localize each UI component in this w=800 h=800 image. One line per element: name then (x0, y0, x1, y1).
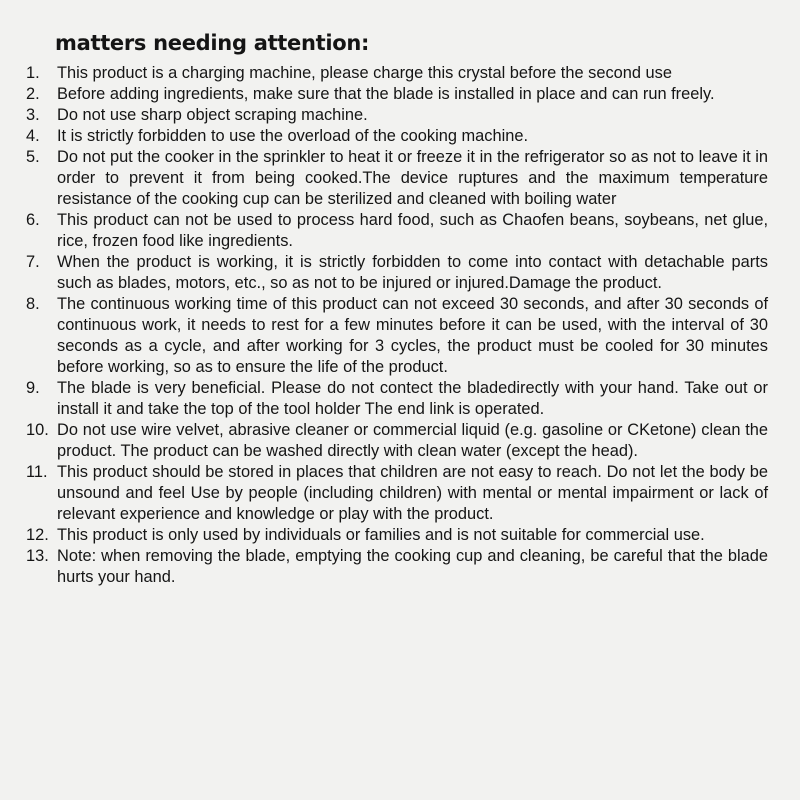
list-item (26, 84, 768, 105)
list-item (26, 420, 768, 462)
list-item (26, 294, 768, 378)
item-text: Note: when removing the blade, emptying the cooking cup and cleaning, be careful that the blade hurts your hand. (57, 547, 768, 586)
item-number: 8. (26, 295, 40, 313)
item-text: This product should be stored in places that children are not easy to reach. Do not let the body be unsound and feel Use by people (including children) with mental or mental impairment or lack of relevant experience and knowledge or play with the product. (57, 463, 768, 523)
item-text: Do not use wire velvet, abrasive cleaner or commercial liquid (e.g. gasoline or CKetone) clean the product. The product can be washed directly with clean water (except the head). (57, 421, 768, 460)
attention-list (26, 63, 768, 588)
list-item (26, 105, 768, 126)
item-number: 10. (26, 421, 49, 439)
item-number: 4. (26, 127, 40, 145)
list-item (26, 63, 768, 84)
list-item (26, 147, 768, 210)
item-number: 12. (26, 526, 49, 544)
item-number: 9. (26, 379, 40, 397)
list-item (26, 462, 768, 525)
item-text: When the product is working, it is strictly forbidden to come into contact with detachable parts such as blades, motors, etc., so as not to be injured or injured.Damage the product. (57, 253, 768, 292)
item-text: Do not use sharp object scraping machine. (57, 106, 368, 124)
list-item (26, 126, 768, 147)
item-number: 5. (26, 148, 40, 166)
list-item (26, 252, 768, 294)
item-text: The blade is very beneficial. Please do not contect the bladedirectly with your hand. Take out or install it and take the top of the tool holder The end link is operated. (57, 379, 768, 418)
item-text: This product is a charging machine, please charge this crystal before the second use (57, 64, 672, 82)
page-title: matters needing attention: (55, 31, 370, 55)
item-number: 2. (26, 85, 40, 103)
item-text: The continuous working time of this product can not exceed 30 seconds, and after 30 seconds of continuous work, it needs to rest for a few minutes before it can be used, with the interval of 30 seconds as a cycle, and after working for 3 cycles, the product must be cooled for 30 minutes before working, so as to ensure the life of the product. (57, 295, 768, 376)
list-item (26, 210, 768, 252)
item-number: 1. (26, 64, 40, 82)
item-number: 11. (26, 463, 48, 481)
item-text: This product is only used by individuals or families and is not suitable for commercial use. (57, 526, 705, 544)
item-number: 3. (26, 106, 40, 124)
list-item (26, 378, 768, 420)
item-text: This product can not be used to process hard food, such as Chaofen beans, soybeans, net glue, rice, frozen food like ingredients. (57, 211, 768, 250)
item-number: 13. (26, 547, 49, 565)
list-item (26, 525, 768, 546)
item-text: It is strictly forbidden to use the overload of the cooking machine. (57, 127, 529, 145)
item-text: Do not put the cooker in the sprinkler to heat it or freeze it in the refrigerator so as not to leave it in order to prevent it from being cooked.The device ruptures and the maximum temperature resistance of the cooking cup can be sterilized and cleaned with boiling water (57, 148, 768, 208)
item-text: Before adding ingredients, make sure that the blade is installed in place and can run freely. (57, 85, 715, 103)
item-number: 7. (26, 253, 40, 271)
list-item (26, 546, 768, 588)
item-number: 6. (26, 211, 40, 229)
